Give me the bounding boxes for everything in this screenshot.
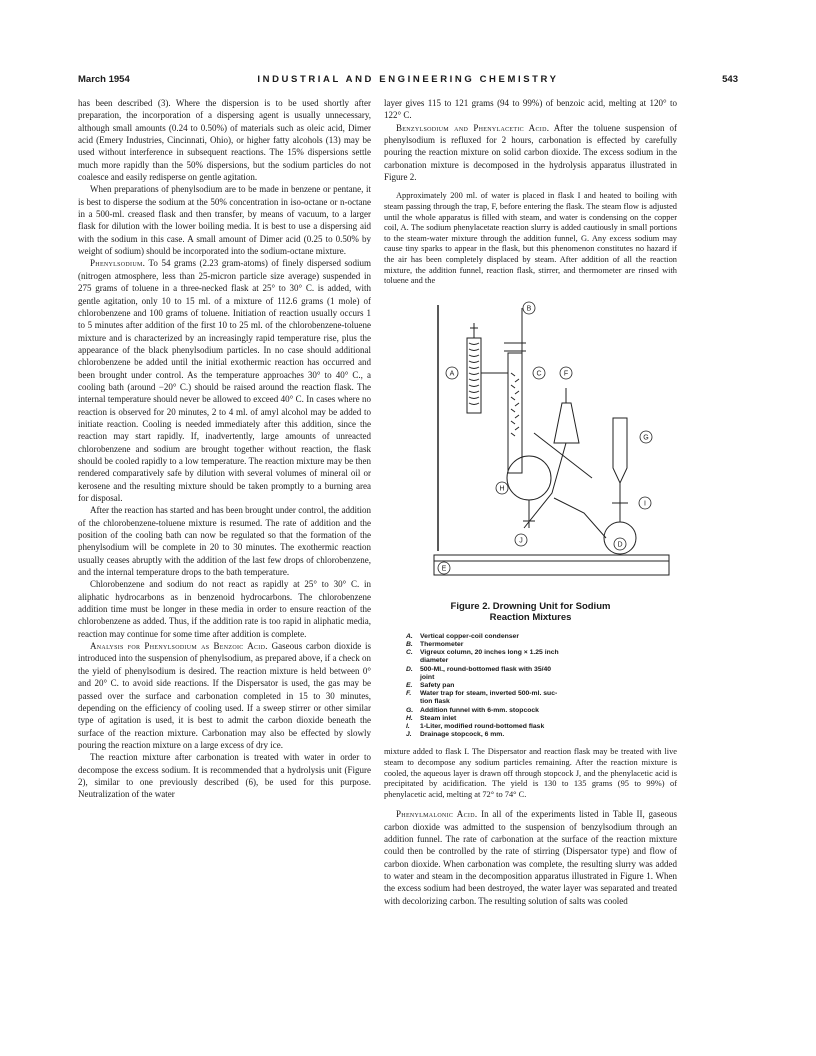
paragraph: Chlorobenzene and sodium do not react as rapidly at 25° to 30° C. in aliphatic hydrocarbons as in benzenoid hydrocarbons. The chlorobenzene addition time must be longer in these media in order to ensure reaction of the chlorobenzene as added. Thus, if the addition rate is too rapid in aliphatic media, reaction may continue for some time after addition is complete.: [78, 579, 371, 639]
label-b: B: [526, 305, 532, 313]
paragraph: mixture added to flask I. The Dispersator and reaction flask may be treated with live steam to decompose any sodium particles remaining. After the reaction mixture is cooled, the aqueous layer is drawn off through stopcock J, and the phenylacetic acid is precipitated by acidification. The yield is 130 to 135 grams (95 to 99%) of phenylacetic acid, melting at 72° to 74° C.: [384, 747, 677, 799]
paragraph: has been described (3). Where the dispersion is to be used shortly after preparation, the incorporation of a dispersing agent is usually unnecessary, although small amounts (0.24 to 0.50%) of materials such as oleic acid, Dimer acid (Emery Industries, Cincinnati, Ohio), or higher fatty alcohols (13) may be used without interference in subsequent reactions. The 15% dispersions settle much more rapidly than the 50% dispersions, but the sodium particles do not coalesce and easily redisperse on gentle agitation.: [78, 98, 371, 183]
legend-text: 500-Ml., round-bottomed flask with 35/40: [420, 665, 552, 673]
paragraph: [78, 257, 371, 504]
paragraph: After the reaction has started and has been brought under control, the addition of the chlorobenzene-toluene mixture is resumed. The rate of addition and the position of the cooling bath can now be regulated so that the formation of the phenylsodium will be complete in 20 to 30 minutes. The exothermic reaction usually ceases abruptly with the addition of the last few drops of chlorobenzene, and the internal temperature drops to the bath temperature.: [78, 505, 371, 578]
label-i: I: [644, 500, 646, 508]
paragraph-text: In all of the experiments listed in Table II, gaseous carbon dioxide was admitted to the suspension of benzylsodium through an addition funnel. The rate of carbonation at the surface of the reaction mixture could then be controlled by the rate of stirring (Dispersator type) and flow of carbon dioxide. When carbonation was complete, the resulting slurry was added to water and steam in the decomposition apparatus illustrated in Figure 1. When the excess sodium had been destroyed, the water layer was separated and treated with decolorizing carbon. The resulting solution of salts was cooled: [384, 809, 677, 906]
label-d: D: [617, 541, 623, 549]
page-header: [78, 74, 738, 88]
issue-date: March 1954: [78, 74, 130, 85]
legend-item: [406, 731, 677, 739]
legend-key: J.: [406, 731, 412, 739]
page-number: 543: [722, 74, 738, 85]
legend-item: [406, 666, 677, 674]
legend-key: C.: [406, 649, 413, 657]
legend-text-continued: diameter: [420, 657, 449, 665]
apparatus-figure: [384, 293, 677, 593]
legend-text: 1-Liter, modified round-bottomed flask: [420, 722, 545, 730]
label-a: A: [449, 370, 455, 378]
paragraph: [384, 808, 677, 907]
paragraph: layer gives 115 to 121 grams (94 to 99%) of benzoic acid, melting at 120° to 122° C.: [384, 98, 677, 121]
legend-item: [406, 633, 677, 641]
legend-item: [406, 707, 677, 715]
label-f: F: [563, 370, 569, 378]
flask-i: [507, 456, 551, 500]
legend-item: [406, 641, 677, 649]
legend-item: [406, 682, 677, 690]
safety-pan: [434, 561, 669, 575]
section-heading: Phenylsodium.: [90, 258, 146, 269]
legend-key: B.: [406, 640, 413, 648]
legend-text: Addition funnel with 6-mm. stopcock: [420, 706, 539, 714]
paragraph-text: Gaseous carbon dioxide is introduced into the suspension of phenylsodium, as prepared above, if a check on the yield of phenylsodium is desired. The reaction mixture is held between 0° and 20° C. to avoid side reactions. If the Dispersator is used, the gas may be passed over the surface and carbonation completed in 15 to 30 minutes, depending on the efficiency of cooling used. If a sweep stirrer or other similar type of agitation is used, it is best to admit the carbon dioxide beneath the surface of the reaction mixture. Carbonation may also be effected by slowly pouring the reaction mixture on a large excess of dry ice.: [78, 641, 371, 750]
figure-caption-line-2: Reaction Mixtures: [489, 611, 572, 623]
section-heading: Phenylmalonic Acid.: [396, 809, 478, 820]
journal-title: INDUSTRIAL AND ENGINEERING CHEMISTRY: [257, 74, 559, 85]
legend-text: Drainage stopcock, 6 mm.: [420, 731, 505, 739]
figure-caption: [384, 601, 677, 623]
legend-item: [406, 715, 677, 723]
label-j: J: [519, 537, 523, 545]
right-column: [384, 97, 677, 907]
figure-caption-line-1: Figure 2. Drowning Unit for Sodium: [450, 600, 611, 612]
legend-key: F.: [406, 690, 412, 698]
legend-text-continued: tion flask: [420, 698, 450, 706]
legend-key: I.: [406, 722, 410, 730]
legend-item: [406, 690, 677, 698]
legend-text: Safety pan: [420, 681, 455, 689]
legend-key: G.: [406, 706, 414, 714]
legend-key: A.: [406, 632, 413, 640]
legend-text-continued: joint: [420, 673, 435, 681]
figure-legend: [384, 633, 677, 740]
label-g: G: [643, 434, 649, 442]
legend-text: Vigreux column, 20 inches long × 1.25 inch: [420, 649, 559, 657]
safety-pan-rim: [434, 555, 669, 561]
vigreux-column: [508, 353, 522, 473]
legend-text: Steam inlet: [420, 714, 457, 722]
drowning-unit-diagram: [384, 293, 677, 593]
section-heading: Benzylsodium and Phenylacetic Acid.: [396, 122, 550, 133]
paragraph-text: After the toluene suspension of phenylsodium is refluxed for 2 hours, carbonation is effected by carefully pouring the reaction mixture on solid carbon dioxide. The excess sodium in the carbonation mixture is decomposed in the hydrolysis apparatus illustrated in Figure 2.: [384, 122, 677, 183]
legend-key: D.: [406, 665, 413, 673]
paragraph: [384, 122, 677, 184]
copper-coil: [469, 343, 479, 405]
left-column: [78, 97, 371, 801]
paragraph: The reaction mixture after carbonation is treated with water in order to decompose the excess sodium. It is recommended that a hydrolysis unit (Figure 2), similar to one previously described (6), be used for this purpose. Neutralization of the water: [78, 752, 371, 800]
paragraph-text: To 54 grams (2.23 gram-atoms) of finely dispersed sodium (nitrogen atmosphere, less than 25-micron particle size average) suspended in 275 grams of toluene in a three-necked flask at 25° to 30° C. is added, with gentle agitation, only 10 to 15 ml. of a mixture of 112.6 grams (1 mole) of chlorobenzene and 100 grams of toluene. Initiation of reaction usually occurs 1 to 5 minutes after addition of the first 10 to 25 ml. of the chlorobenzene-toluene mixture and is characterized by an increasingly rapid temperature rise, plus the appearance of the black phenylsodium particles. In no case should additional chlorobenzene be added until the initial exothermic reaction has occurred and been brought under control. As the temperature approaches 30° to 40° C., a cooling bath (around −20° C.) should be raised around the reaction flask. The internal temperature should never be allowed to exceed 40° C. In cases where no reaction is observed for 20 minutes, 2 to 4 ml. of amyl alcohol may be added to initiate reaction. Cooling is needed immediately after this addition, since the reaction may start rapidly. If, inadvertently, large amounts of unreacted chlorobenzene and sodium are brought together without reaction, the flask should be cooled rapidly to a low temperature. The reaction mixture may be then rendered comparatively safe by dilution with several volumes of mineral oil or kerosene and the resulting mixture should be taken promptly to a burning area for disposal.: [78, 258, 371, 503]
label-h: H: [499, 485, 505, 493]
legend-key: E.: [406, 681, 413, 689]
legend-text: Water trap for steam, inverted 500-ml. suc-: [420, 690, 558, 698]
legend-text: Thermometer: [420, 640, 464, 648]
label-c: C: [536, 370, 542, 378]
paragraph: Approximately 200 ml. of water is placed in flask I and heated to boiling with steam passing through the trap, F, before entering the flask. The steam flow is adjusted until the whole apparatus is filled with steam, and water is condensing on the copper coil, A. The sodium phenylacetate reaction slurry is added cautiously in small portions to the steam-water mixture through the addition funnel, G. Any excess sodium may cause tiny sparks to appear in the flask, but this phenomenon constitutes no hazard if the air has been completely displaced by steam. After addition of all the reaction mixture, the addition funnel, reaction flask, stirrer, and thermometer are rinsed with toluene and the: [384, 191, 677, 286]
legend-item: [406, 723, 677, 731]
legend-item: [406, 649, 677, 657]
legend-text: Vertical copper-coil condenser: [420, 632, 519, 640]
paragraph: [78, 640, 371, 751]
label-e: E: [441, 565, 447, 573]
water-trap: [554, 403, 579, 443]
section-heading: Analysis for Phenylsodium as Benzoic Acid.: [90, 641, 268, 652]
paragraph: When preparations of phenylsodium are to be made in benzene or pentane, it is best to disperse the sodium at the 50% concentration in iso-octane or n-octane in a 500-ml. creased flask and then transfer, by means of vacuum, to a larger flask for dilution with the lower boiling media. It is best to use a dispersing aid with the sodium in this case. A small amount of Dimer acid (0.25 to 0.50% by weight of sodium) should be incorporated into the sodium-octane mixture.: [78, 184, 371, 257]
addition-funnel: [613, 418, 627, 483]
legend-key: H.: [406, 714, 413, 722]
